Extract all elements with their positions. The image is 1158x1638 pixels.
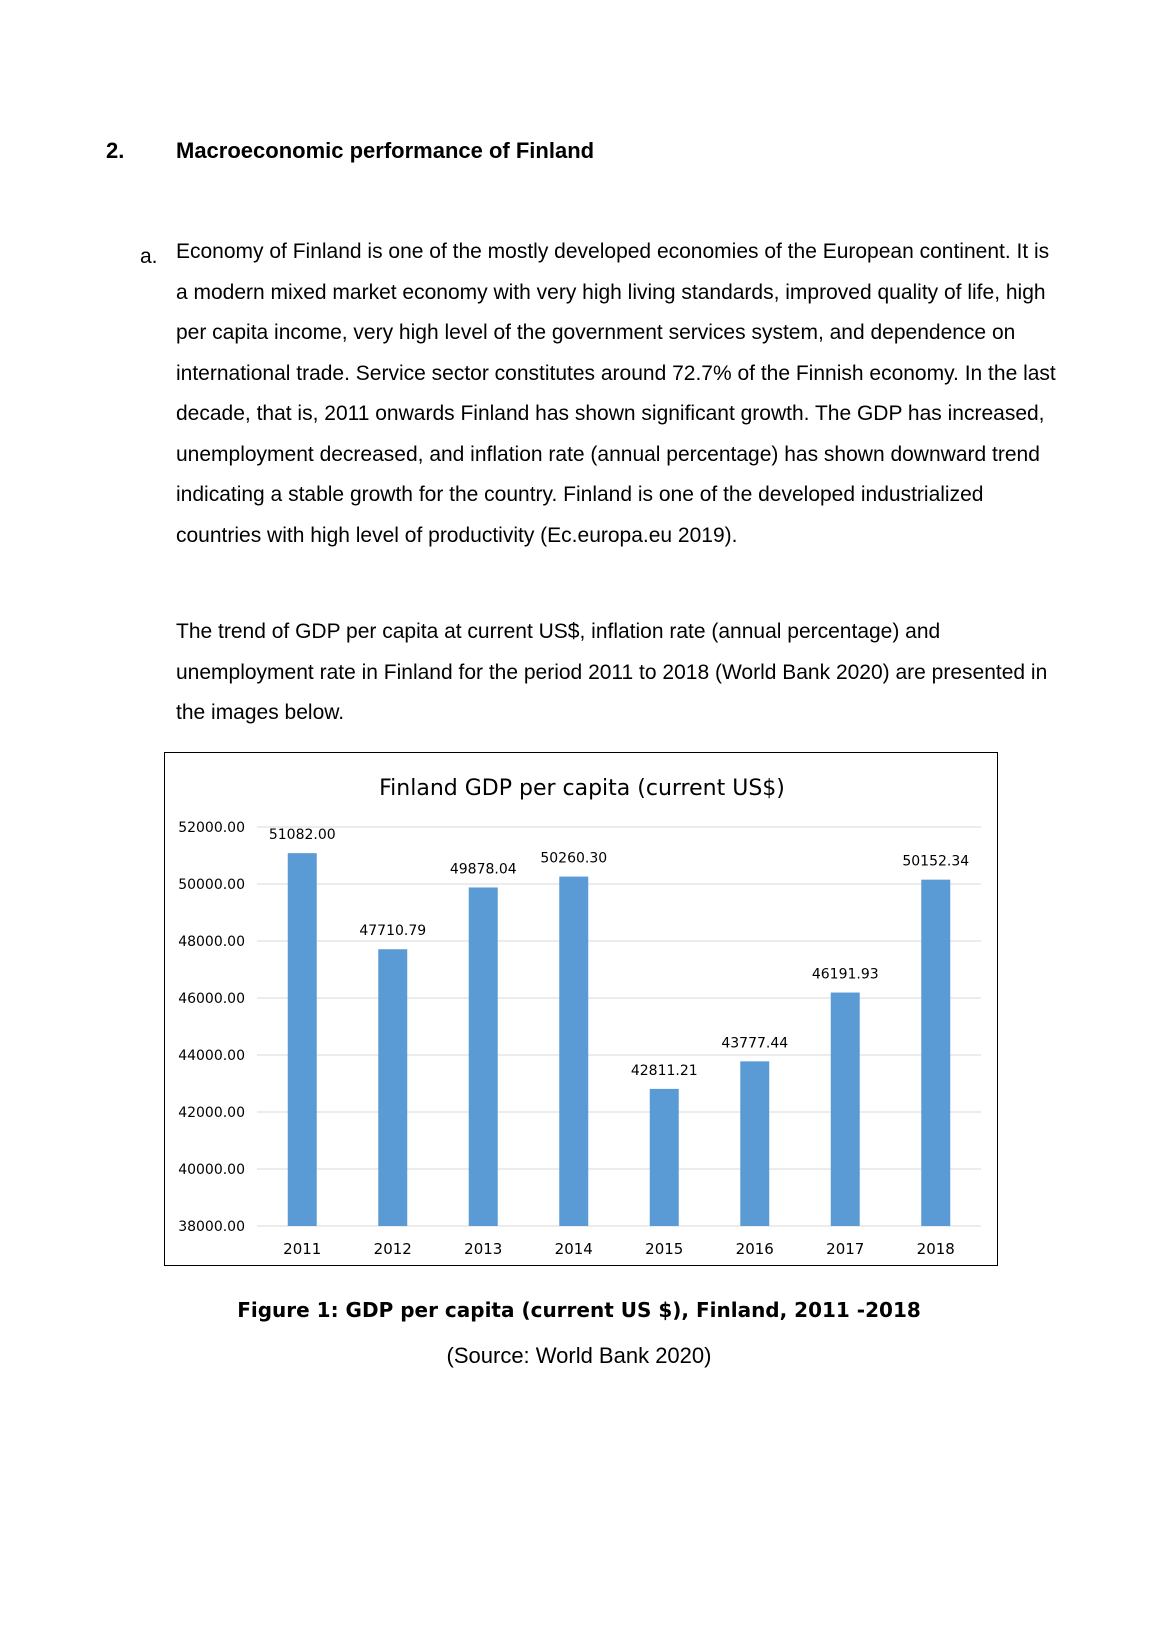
list-marker: a. — [140, 245, 158, 268]
bar-2015 — [650, 1089, 679, 1226]
bar-2014 — [559, 877, 588, 1226]
bar-2017 — [831, 993, 860, 1226]
data-label-2014: 50260.30 — [540, 850, 608, 867]
data-label-2016: 43777.44 — [721, 1035, 789, 1052]
data-label-2017: 46191.93 — [811, 966, 879, 983]
gdp-chart-svg — [165, 753, 999, 1267]
y-tick-label: 40000.00 — [178, 1162, 245, 1178]
y-tick-label: 42000.00 — [178, 1105, 245, 1121]
section-number: 2. — [106, 138, 125, 163]
x-tick-label-2012: 2012 — [373, 1240, 412, 1258]
chart-title: Finland GDP per capita (current US$) — [379, 776, 785, 801]
y-tick-label: 44000.00 — [178, 1048, 245, 1064]
gdp-chart — [164, 752, 998, 1266]
x-tick-label-2011: 2011 — [283, 1240, 322, 1258]
data-label-2013: 49878.04 — [449, 861, 517, 878]
chart-bars — [288, 850, 951, 1226]
y-tick-label: 48000.00 — [178, 934, 245, 950]
data-label-2011: 51082.00 — [268, 827, 336, 844]
data-label-2012: 47710.79 — [359, 923, 427, 940]
chart-data-labels — [269, 827, 969, 1079]
data-label-2015: 42811.21 — [630, 1062, 698, 1079]
bar-2016 — [740, 1061, 769, 1226]
y-tick-label: 52000.00 — [178, 820, 245, 836]
paragraph-economy-overview: Economy of Finland is one of the mostly developed economies of the European continent. It is a modern mixed market economy with very high living standards, improved quality of life, high per capita income, very high level of the government services system, and dependence on international trade. Service sector constitutes around 72.7% of the Finnish economy. In the last decade, that is, 2011 onwards Finland has shown significant growth. The GDP has increased, unemployment decreased, and inflation rate (annual percentage) has shown downward trend indicating a stable growth for the country. Finland is one of the developed industrialized countries with high level of productivity (Ec.europa.eu 2019). — [176, 240, 1056, 547]
x-tick-label-2017: 2017 — [826, 1240, 865, 1258]
x-tick-label-2016: 2016 — [735, 1240, 774, 1258]
chart-x-axis — [283, 1240, 955, 1258]
figure-source: (Source: World Bank 2020) — [446, 1343, 712, 1368]
data-label-2018: 50152.34 — [902, 853, 970, 870]
chart-y-axis — [178, 820, 245, 1235]
x-tick-label-2018: 2018 — [916, 1240, 955, 1258]
x-tick-label-2014: 2014 — [554, 1240, 593, 1258]
y-tick-label: 50000.00 — [178, 877, 245, 893]
figure-caption: Figure 1: GDP per capita (current US $), Finland, 2011 -2018 — [237, 1298, 921, 1322]
chart-gridlines — [257, 827, 981, 1226]
bar-2011 — [288, 853, 317, 1226]
section-title: Macroeconomic performance of Finland — [176, 138, 595, 163]
x-tick-label-2013: 2013 — [464, 1240, 503, 1258]
bar-2012 — [378, 949, 407, 1226]
bar-2018 — [921, 880, 950, 1226]
x-tick-label-2015: 2015 — [645, 1240, 684, 1258]
paragraph-trend-intro: The trend of GDP per capita at current US$, inflation rate (annual percentage) and unemployment rate in Finland for the period 2011 to 2018 (World Bank 2020) are presented in the images below. — [176, 620, 1048, 724]
bar-2013 — [469, 887, 498, 1226]
y-tick-label: 46000.00 — [178, 991, 245, 1007]
y-tick-label: 38000.00 — [178, 1219, 245, 1235]
